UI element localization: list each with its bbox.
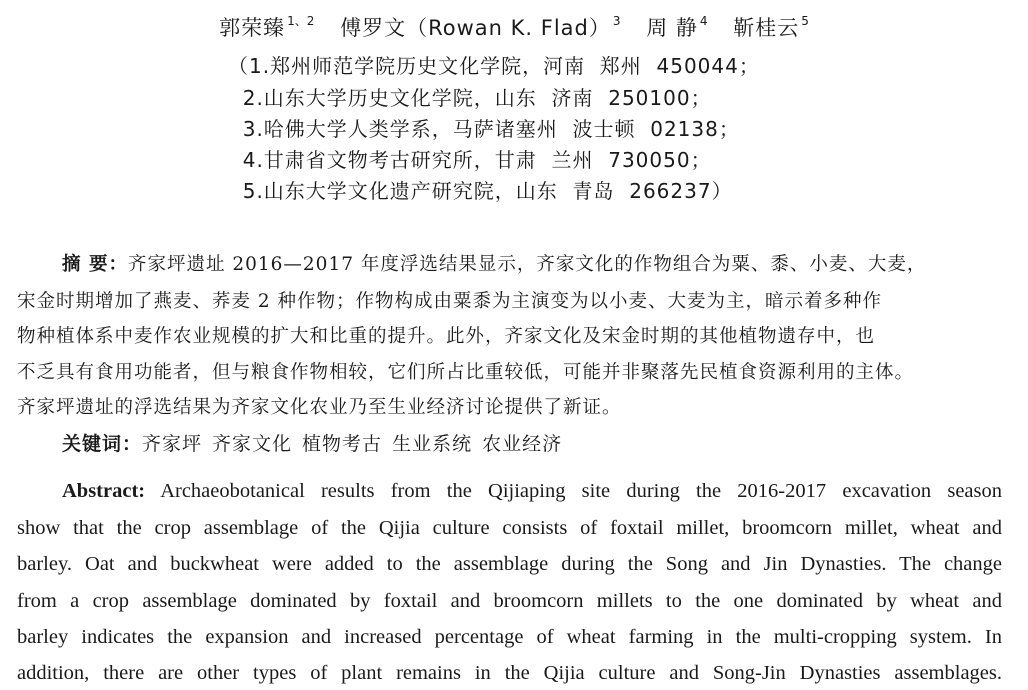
abstract-cn-line-1: 摘 要：齐家坪遗址 2016—2017 年度浮选结果显示，齐家文化的作物组合为粟、黍、小麦、大麦， xyxy=(62,254,927,275)
keyword: 齐家坪 xyxy=(142,433,203,455)
abstract-en-line-5: barley indicates the expansion and increased percentage of wheat farming in the multi-cropping system. In xyxy=(17,626,1002,648)
keyword: 齐家文化 xyxy=(212,433,293,455)
abstract-en-line-3: barley. Oat and buckwheat were added to the assemblage during the Song and Jin Dynasties. The change xyxy=(17,553,1002,575)
abstract-en-line-2: show that the crop assemblage of the Qijia culture consists of foxtail millet, broomcorn millet, wheat and xyxy=(17,517,1002,539)
author-list xyxy=(0,12,1028,42)
abstract-en-line-1: Abstract: Archaeobotanical results from the Qijiaping site during the 2016-2017 excavation season xyxy=(62,480,1002,502)
affiliation-1: （1.郑州师范学院历史文化学院，河南 郑州 450044； xyxy=(228,54,760,78)
affiliation-3: 3.哈佛大学人类学系，马萨诸塞州 波士顿 02138； xyxy=(228,117,740,141)
abstract-en-line-4: from a crop assemblage dominated by foxtail and broomcorn millets to the one dominated by wheat and xyxy=(17,590,1002,612)
abstract-cn-line-3: 物种植体系中麦作农业规模的扩大和比重的提升。此外，齐家文化及宋金时期的其他植物遗存中，也 xyxy=(17,326,876,347)
abstract-cn-label: 摘 要： xyxy=(62,254,128,275)
abstract-cn-line-4: 不乏具有食用功能者，但与粮食作物相较，它们所占比重较低，可能并非聚落先民植食资源利用的主体。 xyxy=(17,362,915,383)
author-1: 郭荣臻 $^{1、2}$ xyxy=(219,14,315,40)
keyword: 生业系统 xyxy=(392,433,473,455)
author-3: 周 静 $^4$ xyxy=(646,14,708,40)
keyword: 农业经济 xyxy=(482,433,563,455)
keywords-line xyxy=(62,429,1028,456)
abstract-en-label: Abstract: xyxy=(62,480,146,502)
abstract-en-line-6: addition, there are other types of plant remains in the Qijia culture and Song-Jin Dynasties assemblages. xyxy=(17,662,1002,684)
affiliation-2: 2.山东大学历史文化学院，山东 济南 250100； xyxy=(228,86,712,110)
author-2: 傅罗文（Rowan K. Flad） $^3$ xyxy=(340,14,621,40)
affiliation-4: 4.甘肃省文物考古研究所，甘肃 兰州 730050； xyxy=(228,148,712,172)
abstract-cn-line-2: 宋金时期增加了燕麦、荞麦 2 种作物；作物构成由粟黍为主演变为以小麦、大麦为主，暗示着多种作 xyxy=(17,291,883,312)
keywords-label: 关键词： xyxy=(62,433,143,455)
affiliation-5: 5.山东大学文化遗产研究院，山东 青岛 266237） xyxy=(228,179,733,203)
abstract-cn-line-5: 齐家坪遗址的浮选结果为齐家文化农业乃至生业经济讨论提供了新证。 xyxy=(17,397,622,418)
author-4: 靳桂云 $^5$ xyxy=(733,14,809,40)
keyword: 植物考古 xyxy=(302,433,383,455)
